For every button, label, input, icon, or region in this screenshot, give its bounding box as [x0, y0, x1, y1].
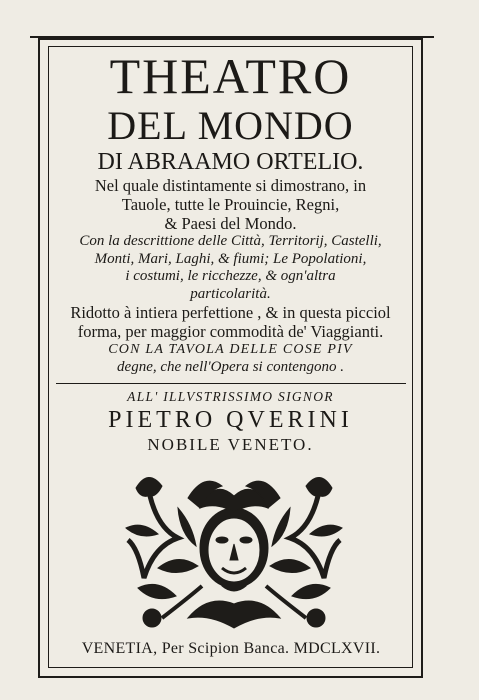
reduced-line: Ridotto à intiera perfettione , & in questa picciol [70, 303, 391, 322]
desc-line: & Paesi del Mondo. [164, 214, 297, 233]
title-line-2: DEL MONDO [107, 103, 354, 148]
italic-line: Con la descrittione delle Città, Territorij, Castelli, [79, 233, 382, 249]
dedicatee-title: NOBILE VENETO. [147, 434, 314, 454]
desc-line: Nel quale distintamente si dimostrano, in [94, 176, 367, 195]
dedicatee-name: PIETRO QVERINI [108, 406, 353, 433]
tavola-line: degne, che nell'Opera si contengono . [117, 359, 344, 375]
section-rule [56, 383, 406, 384]
tavola-line: CON LA TAVOLA DELLE COSE PIV [108, 342, 353, 357]
author-line: DI ABRAAMO ORTELIO. [97, 149, 364, 175]
italic-line: Monti, Mari, Laghi, & fiumi; Le Popolationi, [94, 250, 367, 267]
title-line-1: THEATRO [109, 48, 352, 104]
foliate-mask-woodcut-icon [118, 468, 350, 633]
desc-line: Tauole, tutte le Prouincie, Regni, [121, 195, 340, 214]
reduced-line: forma, per maggior commodità de' Viaggianti. [77, 322, 384, 341]
dedication-line: ALL' ILLVSTRISSIMO SIGNOR [127, 388, 334, 404]
italic-line: i costumi, le ricchezze, & ogn'altra [125, 268, 336, 284]
imprint-line: VENETIA, Per Scipion Banca. MDCLXVII. [81, 640, 381, 657]
title-block [50, 48, 411, 456]
italic-line: particolarità. [190, 285, 271, 302]
